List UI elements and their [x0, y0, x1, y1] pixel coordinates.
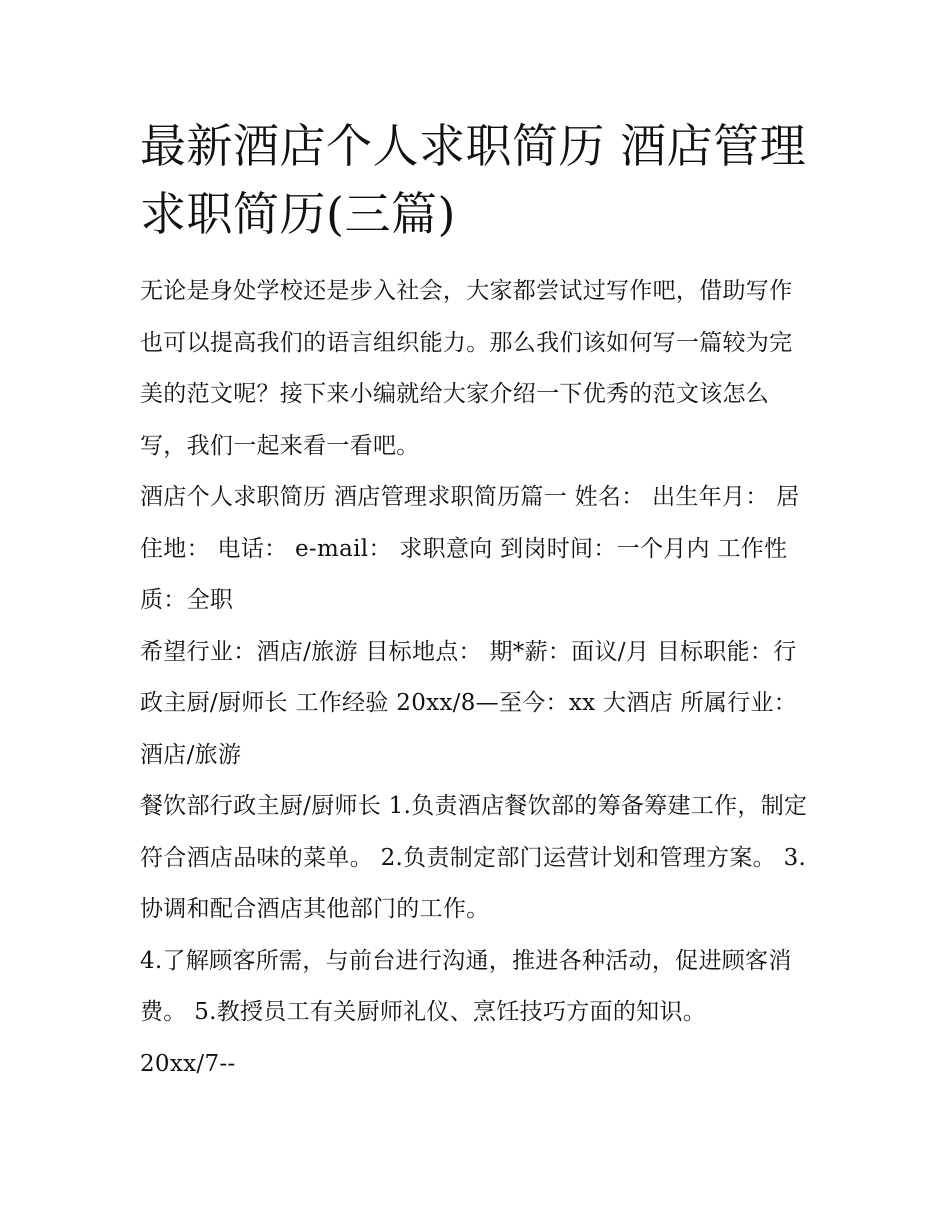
personal-info-paragraph: 酒店个人求职简历 酒店管理求职简历篇一 姓名： 出生年月： 居住地： 电话： e-mail： 求职意向 到岗时间：一个月内 工作性质：全职 — [140, 484, 800, 613]
job-intention-paragraph: 希望行业：酒店/旅游 目标地点： 期*薪：面议/月 目标职能：行政主厨/厨师长 工作经验 20xx/8—至今：xx 大酒店 所属行业：酒店/旅游 — [140, 638, 798, 768]
duties-continued-paragraph: 4.了解顾客所需，与前台进行沟通，推进各种活动，促进顾客消费。 5.教授员工有关厨师礼仪、烹饪技巧方面的知识。 — [140, 947, 792, 1025]
date-paragraph: 20xx/7-- — [140, 1050, 236, 1077]
duties-paragraph: 餐饮部行政主厨/厨师长 1.负责酒店餐饮部的筹备筹建工作，制定符合酒店品味的菜单。 2.负责制定部门运营计划和管理方案。 3.协调和配合酒店其他部门的工作。 — [140, 793, 808, 922]
intro-paragraph: 无论是身处学校还是步入社会，大家都尝试过写作吧，借助写作也可以提高我们的语言组织能力。那么我们该如何写一篇较为完美的范文呢？接下来小编就给大家介绍一下优秀的范文该怎么写，我们一起来看一看吧。 — [140, 278, 793, 459]
document-title: 最新酒店个人求职简历 酒店管理求职简历(三篇) — [140, 119, 807, 241]
document-page — [140, 112, 815, 1090]
